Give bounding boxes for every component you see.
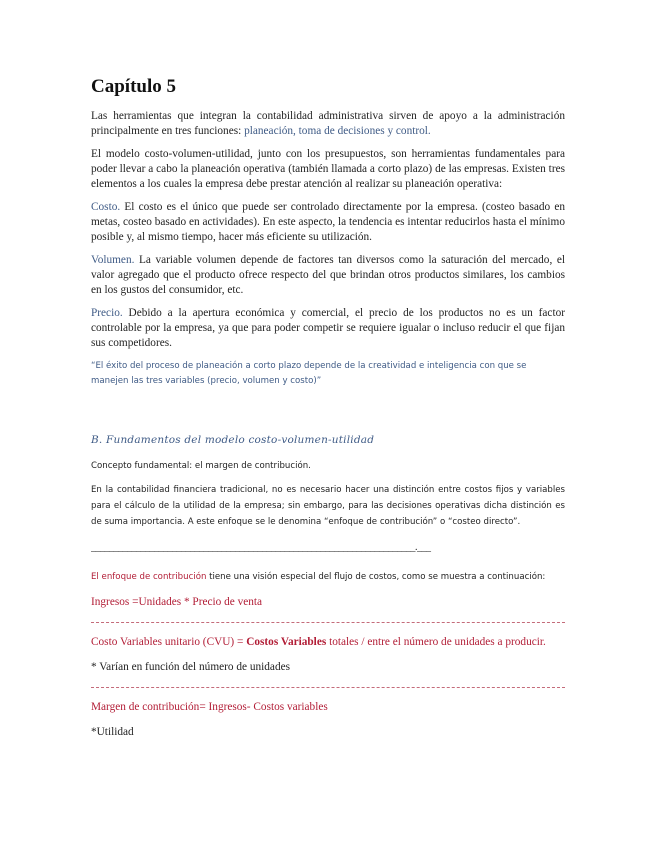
formula-cvu [91, 635, 565, 650]
note-units: * Varían en función del número de unidades [91, 661, 290, 673]
dashed-divider [91, 622, 565, 623]
intro-text: Las herramientas que integran la contabilidad administrativa sirven de apoyo a la administración principalmente en tres funciones: [91, 110, 565, 137]
concept-line: Concepto fundamental: el margen de contribución. [91, 461, 311, 471]
contribution-highlight: El enfoque de contribución [91, 572, 207, 582]
element-text: Debido a la apertura económica y comercial, el precio de los productos no es un factor controlable por la empresa, ya que para poder competir se requiere igualar o incluso reducir el que fijan sus competidores. [91, 307, 565, 349]
planning-quote: “El éxito del proceso de planeación a corto plazo depende de la creatividad e inteligencia con que se manejen las tres variables (precio, volumen y costo)” [91, 361, 527, 386]
formula-margin: Margen de contribución= Ingresos- Costos variables [91, 701, 328, 713]
financial-paragraph: En la contabilidad financiera tradicional, no es necesario hacer una distinción entre costos fijos y variables para el cálculo de la utilidad de la empresa; sin embargo, para las decisiones operativas dicha distinción es de suma importancia. A este enfoque se le denomina “enfoque de contribución” o “costeo directo”. [91, 485, 565, 527]
note-utility: *Utilidad [91, 726, 134, 738]
formula-income: Ingresos =Unidades * Precio de venta [91, 596, 263, 608]
element-precio [91, 306, 565, 351]
element-term: Costo. [91, 201, 121, 213]
cvu-suffix: totales / entre el número de unidades a producir. [326, 636, 546, 648]
element-costo [91, 200, 565, 245]
document-page [91, 76, 565, 740]
element-text: El costo es el único que puede ser controlado directamente por la empresa. (costeo basado en metas, costeo basado en actividades). En este aspecto, la tendencia es intentar reducirlos hasta el mínimo posible y, al mismo tiempo, hacer más eficiente su utilización. [91, 201, 565, 243]
element-term: Volumen. [91, 254, 135, 266]
contribution-text: tiene una visión especial del flujo de costos, como se muestra a continuación: [206, 572, 546, 582]
chapter-title: Capítulo 5 [91, 76, 176, 97]
contribution-paragraph [91, 569, 565, 585]
intro-functions-highlight: planeación, toma de decisiones y control. [244, 125, 431, 137]
section-title: B. Fundamentos del modelo costo-volumen-utilidad [91, 434, 375, 446]
dashed-divider [91, 687, 565, 688]
element-volumen [91, 253, 565, 298]
cvu-bold: Costos Variables [246, 636, 327, 648]
intro-paragraph [91, 109, 565, 139]
element-text: La variable volumen depende de factores tan diversos como la saturación del mercado, el valor agregado que el producto ofrece respecto del que brindan otros productos similares, los cambios en los gustos del consumidor, etc. [91, 254, 565, 296]
cvu-prefix: Costo Variables unitario (CVU) = [91, 636, 247, 648]
element-term: Precio. [91, 307, 123, 319]
separator-line: ________________________________________________________________________.___ [91, 542, 431, 553]
model-paragraph: El modelo costo-volumen-utilidad, junto con los presupuestos, son herramientas fundamentales para poder llevar a cabo la planeación operativa (también llamada a corto plazo) de las empresas. Existen tres elementos a los cuales la empresa debe prestar atención al realizar su planeación operativa: [91, 148, 565, 190]
